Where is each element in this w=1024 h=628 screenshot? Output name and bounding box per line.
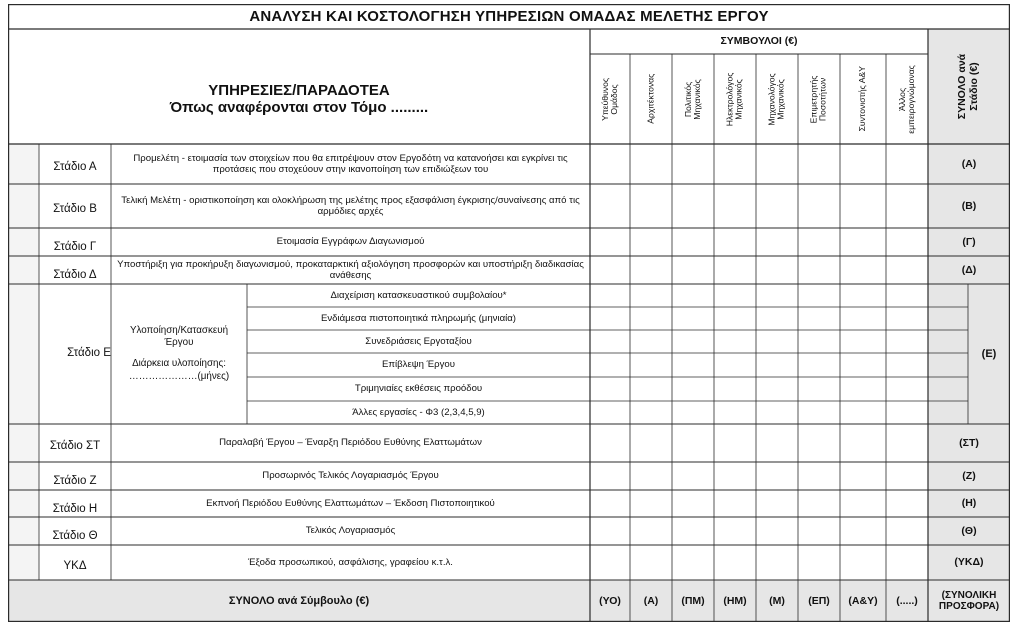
stage-e-item: Ενδιάμεσα πιστοποιητικά πληρωμής (μηνιαία) — [320, 312, 517, 324]
stage-e-subtitle — [111, 284, 247, 424]
total-per-stage-header: ΣΥΝΟΛΟ ανά Στάδιο (€) — [956, 53, 980, 120]
stage-e-item: Τριμηνιαίες εκθέσεις προόδου — [354, 383, 483, 395]
stage-description: Προμελέτη - ετοιμασία των στοιχείων που θα επιτρέψουν στον Εργοδότη να κατανοήσει και εγκρίνει τις προτάσεις που στοχεύουν στην ικανοποίηση των επιδιώξεων του — [133, 152, 568, 175]
stage-name: Στάδιο Β — [53, 203, 97, 216]
footer-consultant-total: (Μ) — [769, 594, 785, 607]
stage-total: (Γ) — [962, 235, 976, 248]
stage-name: Στάδιο Ζ — [53, 475, 97, 488]
stage-description: Εκπνοή Περιόδου Ευθύνης Ελαττωμάτων – Έκδοση Πιστοποιητικού — [206, 497, 495, 509]
stage-name: Στάδιο Δ — [53, 269, 97, 282]
stage-e-total: (Ε) — [981, 347, 997, 360]
footer-consultant-total: (.....) — [896, 594, 918, 607]
stage-total: (Η) — [961, 497, 977, 510]
footer-consultant-total: (ΕΠ) — [808, 594, 830, 607]
form-title: ΑΝΑΛΥΣΗ ΚΑΙ ΚΟΣΤΟΛΟΓΗΣΗ ΥΠΗΡΕΣΙΩΝ ΟΜΑΔΑΣ ΜΕΛΕΤΗΣ ΕΡΓΟΥ — [249, 7, 769, 25]
services-header — [8, 54, 590, 144]
stage-name: Στάδιο Θ — [52, 530, 98, 543]
consultant-header-4: Ηλεκτρολόγος Μηχανικός — [724, 72, 745, 126]
consultant-header-6: Επιμετρητής Ποσοτήτων — [808, 75, 829, 123]
stage-name: Στάδιο Η — [52, 502, 98, 515]
stage-description: Προσωρινός Τελικός Λογαριασμός Έργου — [262, 470, 439, 482]
footer-consultant-total: (ΥΟ) — [599, 594, 621, 607]
stage-e-duration: Διάρκεια υλοποίησης: …………………(μήνες) — [128, 358, 230, 382]
footer-label: ΣΥΝΟΛΟ ανά Σύμβουλο (€) — [228, 594, 370, 607]
stage-total: (Δ) — [961, 263, 977, 276]
stage-name: Στάδιο ΣΤ — [49, 440, 101, 453]
stage-e-name: Στάδιο Ε — [67, 347, 111, 360]
stage-description: Παραλαβή Έργου – Έναρξη Περιόδου Ευθύνης Ελαττωμάτων — [219, 437, 482, 449]
stage-name: ΥΚΔ — [63, 559, 87, 572]
consultant-header-5: Μηχανολόγος Μηχανικός — [766, 72, 787, 126]
stage-e-item: Συνεδριάσεις Εργοταξίου — [365, 335, 472, 347]
footer-consultant-total: (ΗΜ) — [723, 594, 747, 607]
stage-total: (Θ) — [961, 524, 977, 537]
consultant-header-2: Αρχιτέκτονας — [645, 73, 656, 125]
stage-total: (Β) — [961, 199, 977, 212]
stage-description: Έξοδα προσωπικού, ασφάλισης, γραφείου κ.τ.λ. — [248, 556, 453, 568]
consultant-header-3: Πολιτικός Μηχανικός — [682, 78, 702, 120]
stage-description: Τελικός Λογαριασμός — [305, 525, 396, 537]
consultant-header-8: Άλλος εμπειρογνώμονας — [896, 64, 916, 134]
costing-form — [8, 4, 1010, 622]
services-header-line1: ΥΠΗΡΕΣΙΕΣ/ΠΑΡΑΔΟΤΕΑ — [208, 81, 390, 99]
stage-name: Στάδιο Α — [53, 161, 97, 174]
footer-consultant-total: (Α&Υ) — [848, 594, 878, 607]
stage-description: Τελική Μελέτη - οριστικοποίηση και ολοκλήρωση της μελέτης προς εξασφάλιση έγκρισης/συναίνεσης από τις αρμόδιες αρχές — [121, 194, 580, 217]
stage-e-item: Διαχείριση κατασκευαστικού συμβολαίου* — [330, 289, 507, 301]
stage-e-implementation: Υλοποίηση/Κατασκευή Έργου — [129, 324, 229, 349]
stage-total: (Ζ) — [962, 469, 976, 482]
footer-consultant-total: (ΠΜ) — [681, 594, 705, 607]
stage-e-item: Επίβλεψη Έργου — [382, 359, 455, 371]
stage-description: Ετοιμασία Εγγράφων Διαγωνισμού — [276, 236, 425, 248]
left-margin-shade — [8, 144, 39, 580]
stage-description: Υποστήριξη για προκήρυξη διαγωνισμού, προκαταρκτική αξιολόγηση προσφορών και υποστήριξη διαδικασίας ανάθεσης — [117, 258, 584, 281]
stage-total: (ΣΤ) — [959, 436, 979, 449]
consultants-header: ΣΥΜΒΟΥΛΟΙ (€) — [720, 35, 798, 48]
stage-total: (Α) — [961, 157, 977, 170]
services-header-line2: Όπως αναφέρονται στον Τόμο ......... — [169, 99, 429, 116]
consultant-header-7: Συντονιστής Α&Υ — [857, 66, 868, 132]
footer-consultant-total: (Α) — [643, 594, 659, 607]
stage-name: Στάδιο Γ — [53, 241, 97, 254]
stage-total: (ΥΚΔ) — [954, 556, 984, 569]
consultant-header-1: Υπεύθυνος Ομάδος — [599, 77, 620, 121]
grand-total: (ΣΥΝΟΛΙΚΗ ΠΡΟΣΦΟΡΑ) — [938, 589, 1000, 612]
stage-e-item: Άλλες εργασίες - Φ3 (2,3,4,5,9) — [352, 406, 485, 418]
